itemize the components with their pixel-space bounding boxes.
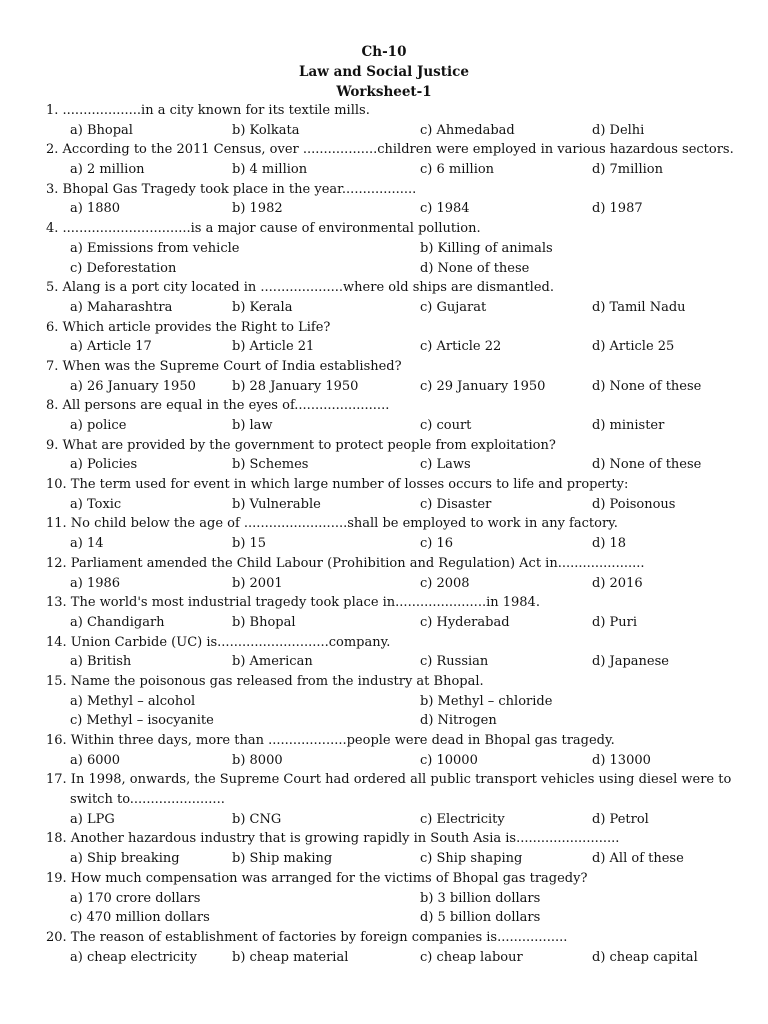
worksheet-label: Worksheet-1 <box>336 84 432 100</box>
question-text: 13. The world's most industrial tragedy took place in......................in 1984. <box>46 595 540 611</box>
chapter-label: Ch-10 <box>361 44 407 60</box>
question-text: 20. The reason of establishment of factories by foreign companies is................. <box>46 929 568 945</box>
answer-option: d) None of these <box>592 378 702 394</box>
answer-option: b) 3 billion dollars <box>420 890 541 906</box>
question-item <box>46 219 746 278</box>
options-row <box>46 652 746 672</box>
question-item <box>46 928 746 967</box>
answer-option: a) LPG <box>70 811 115 827</box>
answer-option: a) 6000 <box>70 752 121 768</box>
question-text: 11. No child below the age of .........................shall be employed to work in any factory. <box>46 516 618 532</box>
options-row <box>46 160 746 180</box>
question-item <box>46 396 746 435</box>
answer-option: b) 15 <box>232 536 267 552</box>
answer-option: c) Deforestation <box>70 260 177 276</box>
answer-option: a) 170 crore dollars <box>70 890 201 906</box>
answer-option: d) cheap capital <box>592 949 698 965</box>
answer-option: c) 470 million dollars <box>70 910 210 926</box>
options-row <box>46 259 746 279</box>
answer-option: c) 1984 <box>420 201 470 217</box>
question-text: 3. Bhopal Gas Tragedy took place in the year.................. <box>46 181 417 197</box>
answer-option: a) Toxic <box>70 496 122 512</box>
answer-option: a) Ship breaking <box>70 851 180 867</box>
answer-option: d) 7million <box>592 162 663 178</box>
question-item <box>46 101 746 140</box>
answer-option: b) Ship making <box>232 851 333 867</box>
options-row <box>46 574 746 594</box>
answer-option: a) 26 January 1950 <box>70 378 196 394</box>
question-item <box>46 829 746 868</box>
answer-option: c) 10000 <box>420 752 478 768</box>
question-text: 6. Which article provides the Right to Life? <box>46 319 331 335</box>
answer-option: a) 2 million <box>70 162 145 178</box>
options-row <box>46 337 746 357</box>
question-item <box>46 770 746 829</box>
question-text: 16. Within three days, more than ...................people were dead in Bhopal gas tragedy. <box>46 733 615 748</box>
answer-option: c) 16 <box>420 536 454 552</box>
answer-option: c) Article 22 <box>420 339 502 355</box>
options-row <box>46 199 746 219</box>
answer-option: c) Hyderabad <box>420 614 510 630</box>
options-row <box>46 908 746 928</box>
answer-option: c) Russian <box>420 654 489 670</box>
question-item <box>46 140 746 179</box>
answer-option: b) cheap material <box>232 949 349 965</box>
answer-option: d) None of these <box>592 457 702 473</box>
answer-option: d) 1987 <box>592 201 643 217</box>
answer-option: c) 2008 <box>420 575 470 591</box>
answer-option: a) Article 17 <box>70 339 152 355</box>
answer-option: b) Schemes <box>232 457 309 473</box>
answer-option: a) British <box>70 654 132 670</box>
answer-option: d) Puri <box>592 614 638 630</box>
answer-option: d) All of these <box>592 851 684 867</box>
options-row <box>46 239 746 259</box>
answer-option: a) cheap electricity <box>70 949 197 965</box>
question-text: 5. Alang is a port city located in ....................where old ships are dismantled. <box>46 280 554 296</box>
worksheet-header <box>0 42 768 102</box>
answer-option: b) Article 21 <box>232 339 315 355</box>
question-item <box>46 180 746 219</box>
answer-option: c) Ahmedabad <box>420 122 515 138</box>
question-text: 15. Name the poisonous gas released from the industry at Bhopal. <box>46 673 484 689</box>
answer-option: b) law <box>232 418 273 433</box>
question-item <box>46 436 746 475</box>
answer-option: b) American <box>232 654 313 670</box>
answer-option: d) 2016 <box>592 575 643 591</box>
answer-option: d) minister <box>592 418 665 433</box>
question-item <box>46 357 746 396</box>
question-item <box>46 318 746 357</box>
answer-option: a) Bhopal <box>70 122 133 138</box>
question-item <box>46 554 746 593</box>
answer-option: d) Tamil Nadu <box>592 299 686 315</box>
chapter-title: Law and Social Justice <box>299 64 469 80</box>
question-text: 10. The term used for event in which large number of losses occurs to life and property: <box>46 477 629 493</box>
question-item <box>46 869 746 928</box>
question-text: 1. ...................in a city known for its textile mills. <box>46 103 370 118</box>
answer-option: c) Ship shaping <box>420 851 523 867</box>
question-text: 12. Parliament amended the Child Labour (Prohibition and Regulation) Act in..................... <box>46 555 645 571</box>
answer-option: b) Kolkata <box>232 122 300 138</box>
options-row <box>46 534 746 554</box>
answer-option: b) 28 January 1950 <box>232 378 359 394</box>
question-item <box>46 514 746 553</box>
answer-option: c) 6 million <box>420 162 495 178</box>
answer-option: d) None of these <box>420 260 530 276</box>
answer-option: c) cheap labour <box>420 949 523 965</box>
answer-option: b) 1982 <box>232 201 283 217</box>
answer-option: c) Disaster <box>420 496 492 512</box>
options-row <box>46 948 746 968</box>
answer-option: b) Kerala <box>232 299 293 315</box>
answer-option: a) 1986 <box>70 575 121 591</box>
question-text: 17. In 1998, onwards, the Supreme Court had ordered all public transport vehicles using diesel were to switch to....................... <box>46 772 732 808</box>
options-row <box>46 416 746 436</box>
options-row <box>46 613 746 633</box>
options-row <box>46 810 746 830</box>
answer-option: a) Chandigarh <box>70 614 165 630</box>
answer-option: d) Poisonous <box>592 496 676 512</box>
answer-option: a) Policies <box>70 457 138 473</box>
answer-option: d) Nitrogen <box>420 713 497 729</box>
answer-option: a) 14 <box>70 536 104 552</box>
question-item <box>46 633 746 672</box>
answer-option: d) Japanese <box>592 654 669 670</box>
options-row <box>46 377 746 397</box>
answer-option: c) Electricity <box>420 811 505 827</box>
question-text: 7. When was the Supreme Court of India established? <box>46 358 402 374</box>
answer-option: b) Killing of animals <box>420 240 553 256</box>
answer-option: b) 2001 <box>232 575 283 591</box>
options-row <box>46 692 746 712</box>
options-row <box>46 121 746 141</box>
question-item <box>46 672 746 731</box>
options-row <box>46 751 746 771</box>
answer-option: a) Methyl – alcohol <box>70 693 196 709</box>
answer-option: b) 8000 <box>232 752 283 768</box>
answer-option: d) 13000 <box>592 752 651 768</box>
question-text: 4. ...............................is a major cause of environmental pollution. <box>46 221 481 237</box>
answer-option: d) Delhi <box>592 122 645 138</box>
answer-option: a) Emissions from vehicle <box>70 240 240 256</box>
answer-option: a) police <box>70 418 127 433</box>
options-row <box>46 298 746 318</box>
question-text: 19. How much compensation was arranged for the victims of Bhopal gas tragedy? <box>46 870 588 886</box>
options-row <box>46 711 746 731</box>
options-row <box>46 495 746 515</box>
answer-option: d) 18 <box>592 536 627 552</box>
question-text: 14. Union Carbide (UC) is...........................company. <box>46 634 391 650</box>
question-item <box>46 731 746 770</box>
answer-option: b) 4 million <box>232 162 308 178</box>
question-text: 2. According to the 2011 Census, over ..................children were employed in various hazardous sectors. <box>46 142 734 158</box>
options-row <box>46 455 746 475</box>
question-text: 9. What are provided by the government to protect people from exploitation? <box>46 437 556 453</box>
answer-option: b) Vulnerable <box>232 496 321 512</box>
answer-option: c) 29 January 1950 <box>420 378 546 394</box>
answer-option: d) Petrol <box>592 811 649 827</box>
question-item <box>46 475 746 514</box>
answer-option: d) Article 25 <box>592 339 675 355</box>
question-list <box>46 101 746 967</box>
answer-option: c) Laws <box>420 457 471 473</box>
answer-option: b) Bhopal <box>232 614 296 630</box>
question-text: 8. All persons are equal in the eyes of....................... <box>46 398 390 414</box>
answer-option: c) Methyl – isocyanite <box>70 713 214 729</box>
answer-option: c) Gujarat <box>420 299 487 315</box>
answer-option: b) Methyl – chloride <box>420 693 553 709</box>
question-item <box>46 278 746 317</box>
question-text: 18. Another hazardous industry that is growing rapidly in South Asia is......................... <box>46 831 620 847</box>
options-row <box>46 849 746 869</box>
question-item <box>46 593 746 632</box>
answer-option: a) 1880 <box>70 201 121 217</box>
options-row <box>46 889 746 909</box>
answer-option: c) court <box>420 418 472 433</box>
answer-option: a) Maharashtra <box>70 299 173 315</box>
answer-option: d) 5 billion dollars <box>420 910 541 926</box>
answer-option: b) CNG <box>232 811 282 827</box>
